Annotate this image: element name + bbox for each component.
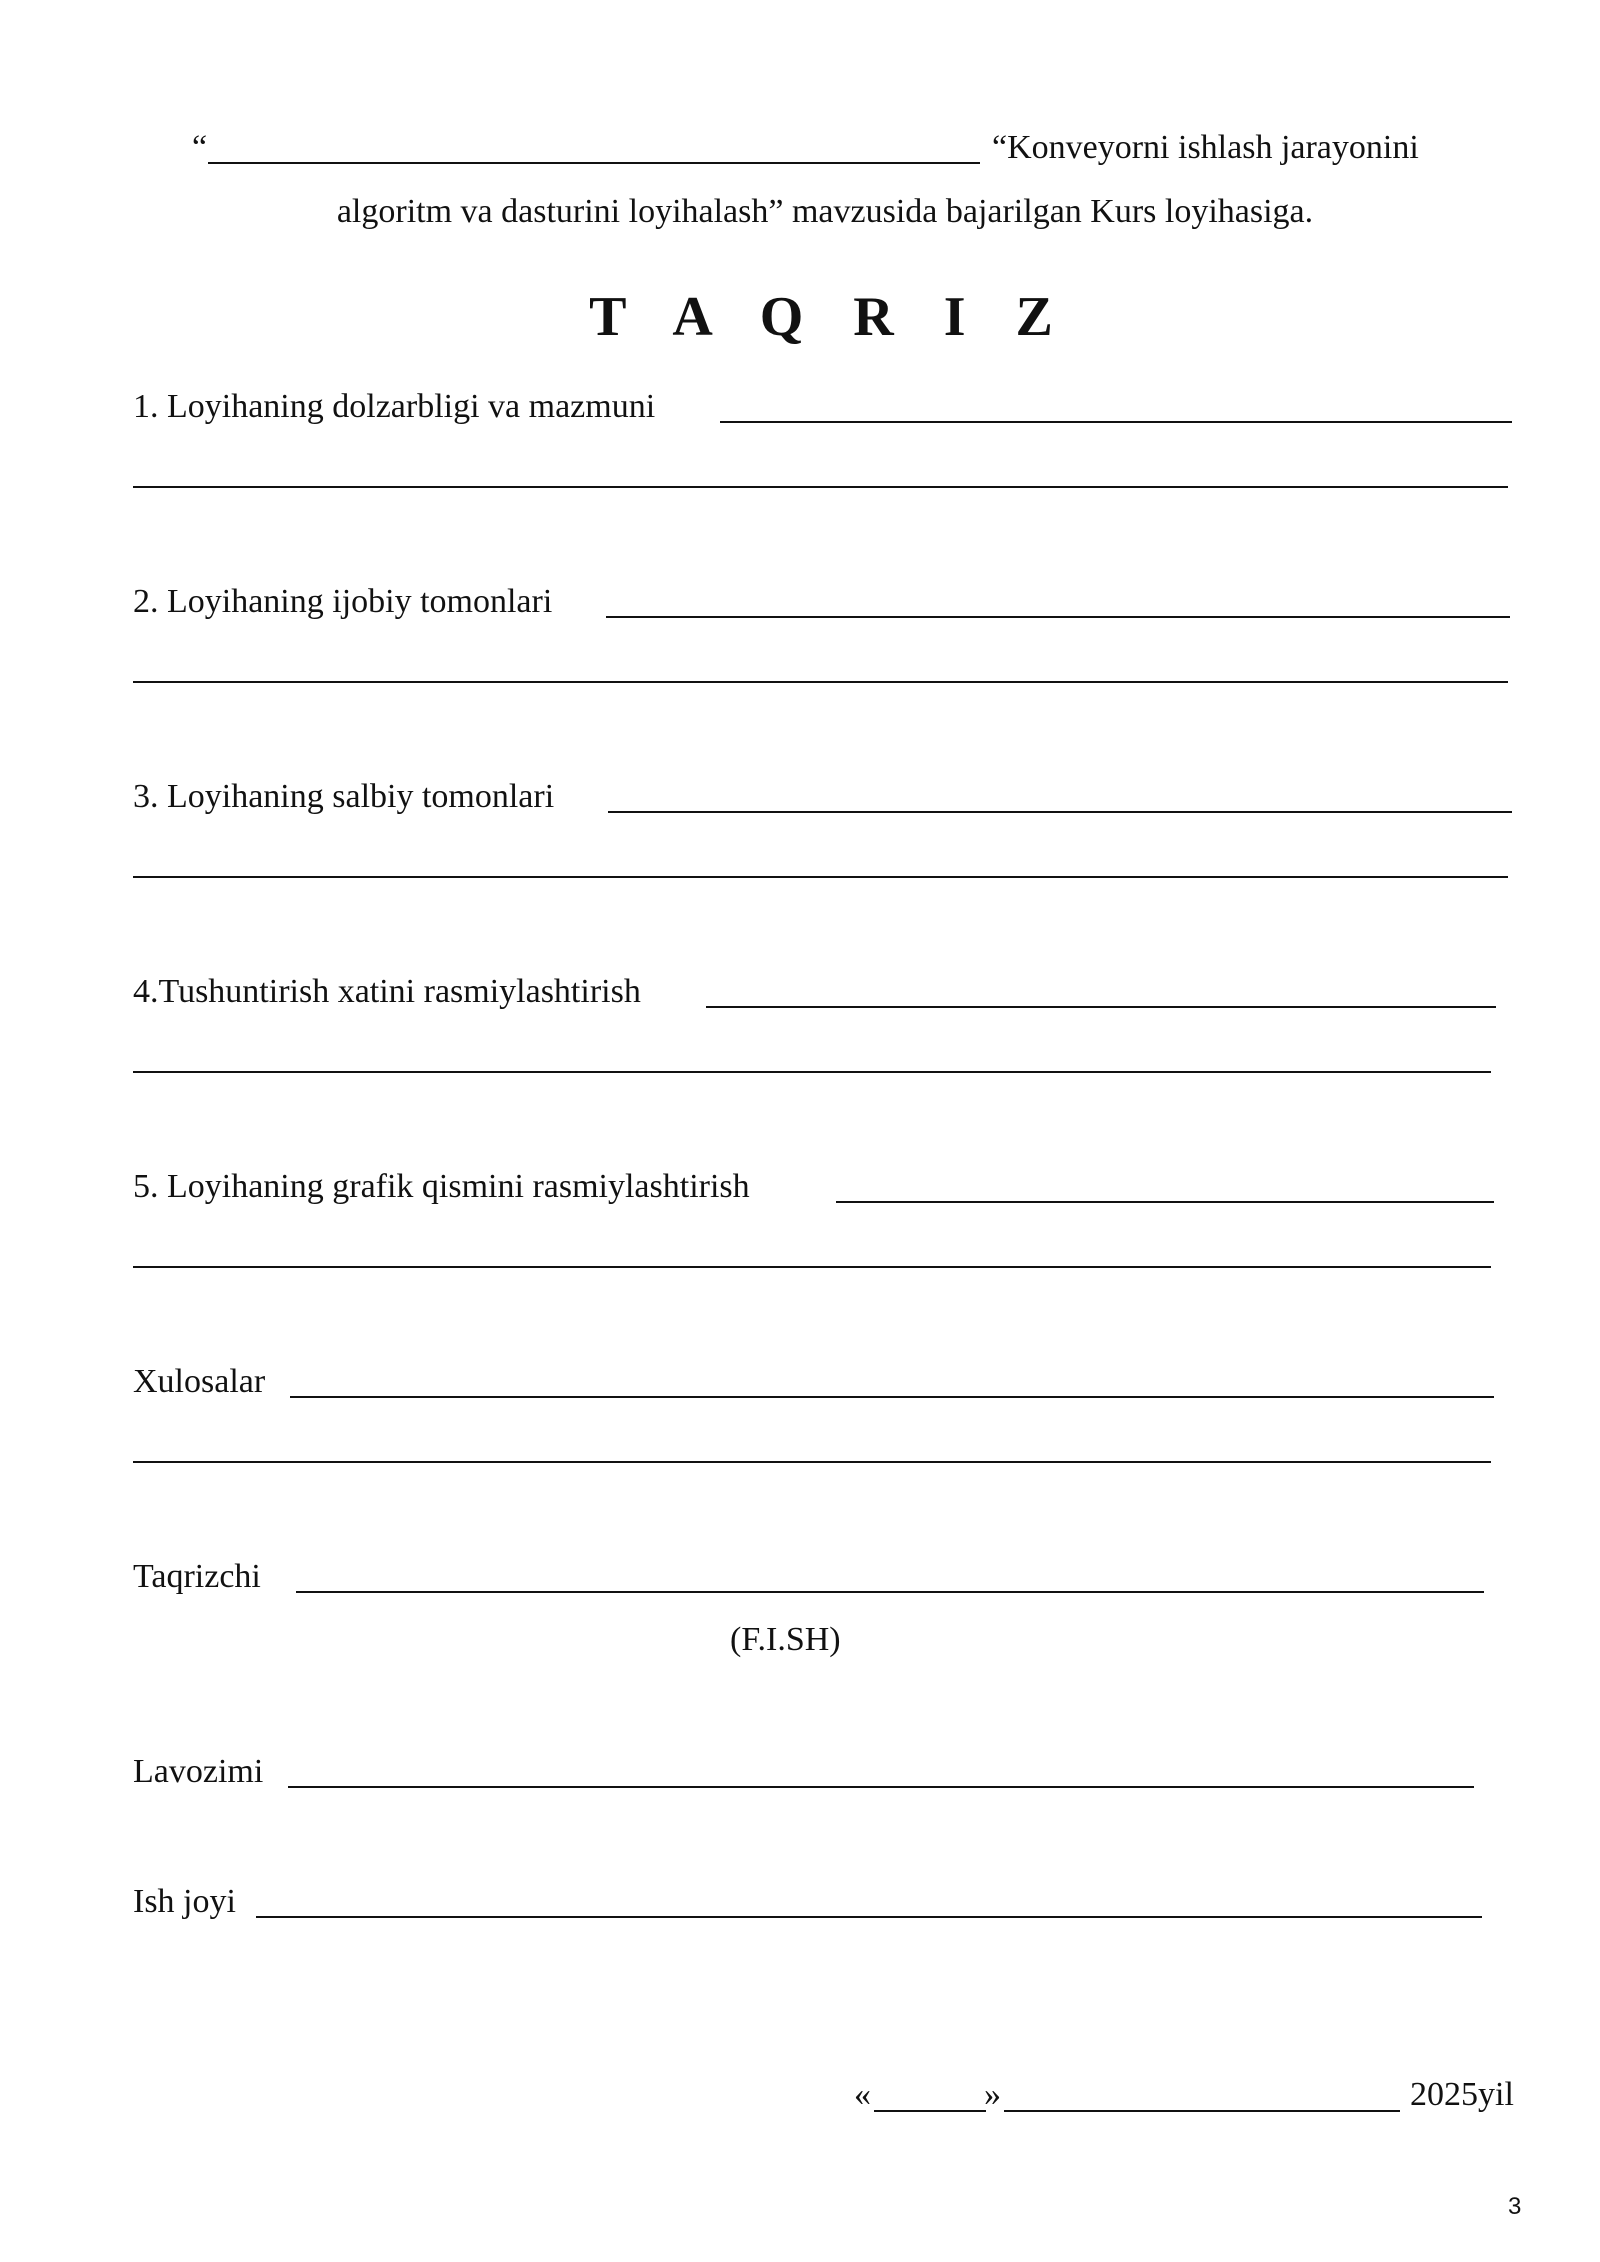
- page-number: 3: [1508, 2193, 1522, 2220]
- reviewer-label: Taqrizchi: [133, 1558, 261, 1595]
- page-title: T A Q R I Z: [589, 286, 1071, 348]
- reviewer-name-caption: (F.I.SH): [730, 1621, 841, 1658]
- section-2-blank-2: [133, 681, 1508, 683]
- conclusions-label: Xulosalar: [133, 1363, 266, 1400]
- section-3-blank-1: [608, 811, 1512, 813]
- date-day-blank: [874, 2110, 986, 2112]
- position-label: Lavozimi: [133, 1753, 264, 1790]
- section-4-blank-2: [133, 1071, 1491, 1073]
- workplace-label: Ish joyi: [133, 1883, 236, 1920]
- date-year: 2025yil: [1410, 2076, 1514, 2113]
- section-1-blank-1: [720, 421, 1512, 423]
- date-month-blank: [1004, 2110, 1400, 2112]
- position-blank: [288, 1786, 1474, 1788]
- section-4-blank-1: [706, 1006, 1496, 1008]
- intro-topic-end: algoritm va dasturini loyihalash” mavzusida bajarilgan Kurs loyihasiga.: [336, 193, 1314, 230]
- section-3-label: 3. Loyihaning salbiy tomonlari: [133, 778, 555, 815]
- section-2-blank-1: [606, 616, 1510, 618]
- section-5-blank-1: [836, 1201, 1494, 1203]
- reviewer-name-blank: [296, 1591, 1484, 1593]
- section-1-label: 1. Loyihaning dolzarbligi va mazmuni: [133, 388, 656, 425]
- section-2-label: 2. Loyihaning ijobiy tomonlari: [133, 583, 553, 620]
- section-4-label: 4.Tushuntirish xatini rasmiylashtirish: [133, 973, 641, 1010]
- section-1-blank-2: [133, 486, 1508, 488]
- conclusions-blank-2: [133, 1461, 1491, 1463]
- date-open-quote: «: [854, 2076, 871, 2113]
- intro-open-quote: “: [192, 129, 208, 166]
- workplace-blank: [256, 1916, 1482, 1918]
- date-close-quote: »: [984, 2076, 1001, 2113]
- section-5-blank-2: [133, 1266, 1491, 1268]
- intro-topic-start: “Konveyorni ishlash jarayonini: [992, 129, 1419, 166]
- section-3-blank-2: [133, 876, 1508, 878]
- section-5-label: 5. Loyihaning grafik qismini rasmiylashtirish: [133, 1168, 750, 1205]
- student-name-blank: [208, 162, 980, 164]
- conclusions-blank-1: [290, 1396, 1494, 1398]
